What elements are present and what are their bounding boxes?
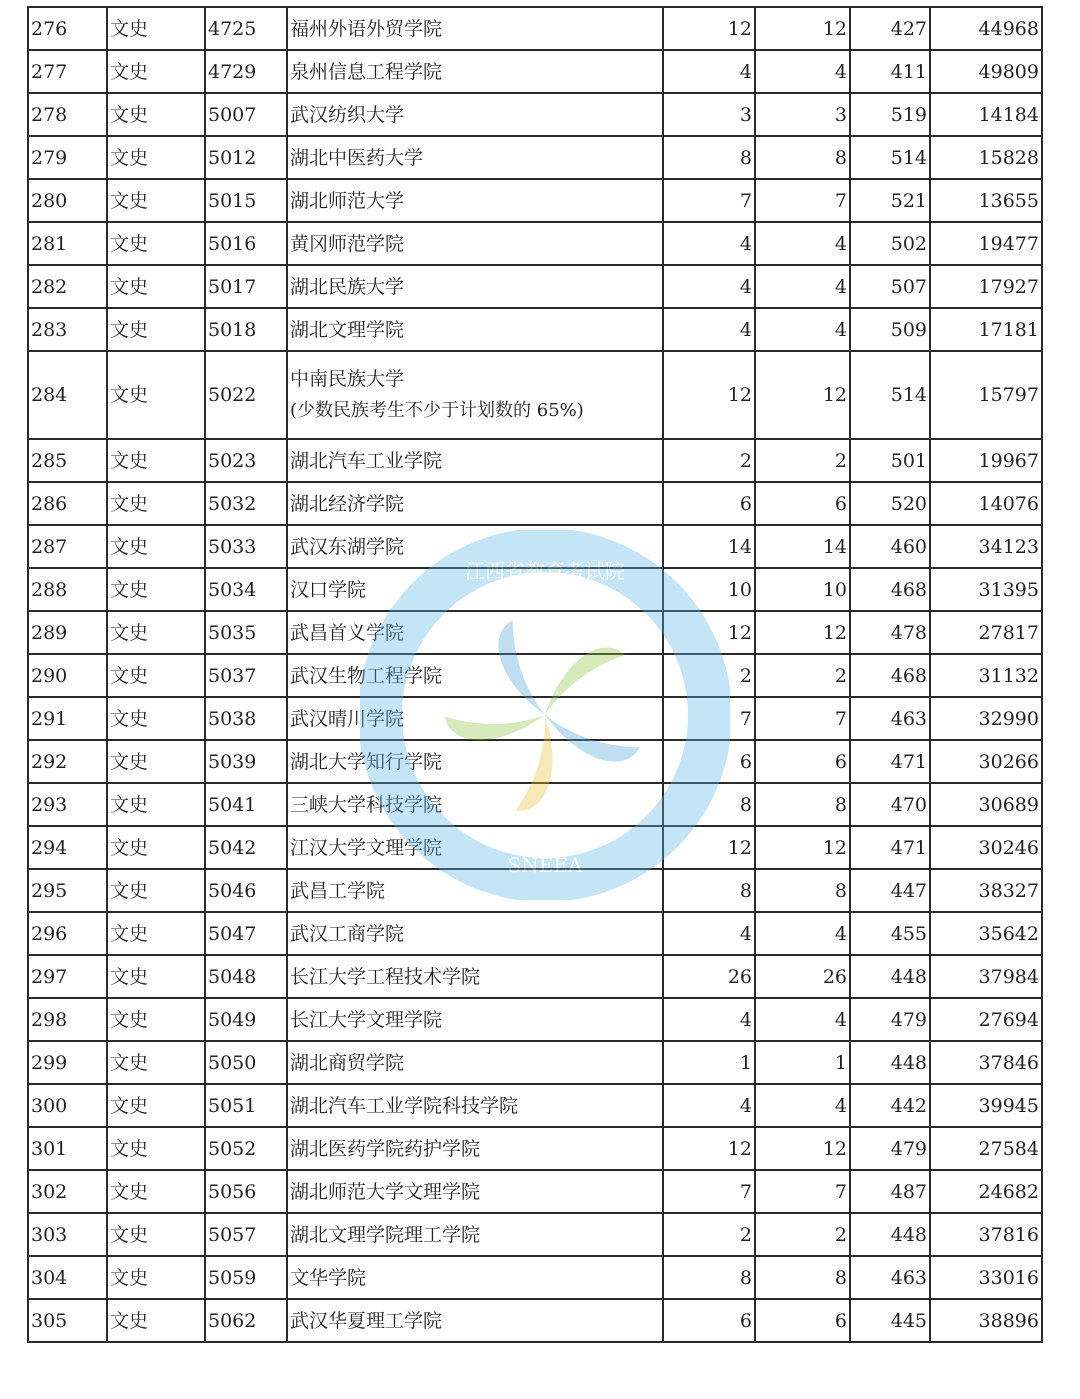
code-cell: 5015 — [205, 179, 287, 222]
code-cell: 5016 — [205, 222, 287, 265]
school-name-cell: 武汉纺织大学 — [287, 93, 663, 136]
admissions-sheet — [27, 6, 1041, 1343]
school-name-cell: 武昌工学院 — [287, 869, 663, 912]
seq-cell: 300 — [28, 1084, 107, 1127]
type-cell: 文史 — [107, 308, 205, 351]
school-name-cell: 黄冈师范学院 — [287, 222, 663, 265]
seq-cell: 289 — [28, 611, 107, 654]
min-rank-cell: 27694 — [930, 998, 1042, 1041]
min-score-cell: 509 — [850, 308, 930, 351]
watermark-abbr: SNEEA — [507, 853, 583, 877]
min-score-cell: 442 — [850, 1084, 930, 1127]
school-name-cell: 泉州信息工程学院 — [287, 50, 663, 93]
school-name-cell: 湖北医药学院药护学院 — [287, 1127, 663, 1170]
seq-cell: 279 — [28, 136, 107, 179]
type-cell: 文史 — [107, 955, 205, 998]
plan-count-cell: 4 — [663, 912, 755, 955]
code-cell: 5049 — [205, 998, 287, 1041]
code-cell: 5007 — [205, 93, 287, 136]
min-rank-cell: 27584 — [930, 1127, 1042, 1170]
type-cell: 文史 — [107, 1299, 205, 1342]
enrolled-count-cell: 7 — [755, 179, 850, 222]
plan-count-cell: 8 — [663, 136, 755, 179]
seq-cell: 302 — [28, 1170, 107, 1213]
school-name-cell: 湖北经济学院 — [287, 482, 663, 525]
min-rank-cell: 19477 — [930, 222, 1042, 265]
min-score-cell: 455 — [850, 912, 930, 955]
seq-cell: 301 — [28, 1127, 107, 1170]
enrolled-count-cell: 12 — [755, 1127, 850, 1170]
min-score-cell: 507 — [850, 265, 930, 308]
enrolled-count-cell: 7 — [755, 1170, 850, 1213]
table-row — [28, 740, 1042, 783]
type-cell: 文史 — [107, 740, 205, 783]
min-score-cell: 521 — [850, 179, 930, 222]
code-cell: 5034 — [205, 568, 287, 611]
type-cell: 文史 — [107, 654, 205, 697]
enrolled-count-cell: 6 — [755, 482, 850, 525]
min-rank-cell: 38896 — [930, 1299, 1042, 1342]
enrolled-count-cell: 4 — [755, 50, 850, 93]
enrolled-count-cell: 6 — [755, 740, 850, 783]
min-rank-cell: 34123 — [930, 525, 1042, 568]
enrolled-count-cell: 10 — [755, 568, 850, 611]
type-cell: 文史 — [107, 265, 205, 308]
enrolled-count-cell: 4 — [755, 308, 850, 351]
min-score-cell: 478 — [850, 611, 930, 654]
table-row — [28, 955, 1042, 998]
table-row — [28, 7, 1042, 50]
school-name-cell: 文华学院 — [287, 1256, 663, 1299]
min-score-cell: 448 — [850, 1213, 930, 1256]
school-name-cell: 武昌首义学院 — [287, 611, 663, 654]
table-row — [28, 351, 1042, 439]
table-row — [28, 93, 1042, 136]
enrolled-count-cell: 14 — [755, 525, 850, 568]
table-row — [28, 1213, 1042, 1256]
type-cell: 文史 — [107, 783, 205, 826]
seq-cell: 298 — [28, 998, 107, 1041]
enrolled-count-cell: 4 — [755, 265, 850, 308]
seq-cell: 288 — [28, 568, 107, 611]
code-cell: 5052 — [205, 1127, 287, 1170]
type-cell: 文史 — [107, 50, 205, 93]
seq-cell: 276 — [28, 7, 107, 50]
type-cell: 文史 — [107, 1127, 205, 1170]
min-score-cell: 448 — [850, 1041, 930, 1084]
type-cell: 文史 — [107, 136, 205, 179]
school-name-cell: 长江大学文理学院 — [287, 998, 663, 1041]
code-cell: 5022 — [205, 351, 287, 439]
seq-cell: 282 — [28, 265, 107, 308]
school-name-cell: 三峡大学科技学院 — [287, 783, 663, 826]
table-row — [28, 826, 1042, 869]
code-cell: 5047 — [205, 912, 287, 955]
code-cell: 5023 — [205, 439, 287, 482]
enrolled-count-cell: 2 — [755, 439, 850, 482]
table-row — [28, 783, 1042, 826]
min-score-cell: 502 — [850, 222, 930, 265]
table-row — [28, 697, 1042, 740]
code-cell: 5017 — [205, 265, 287, 308]
plan-count-cell: 3 — [663, 93, 755, 136]
plan-count-cell: 12 — [663, 611, 755, 654]
min-score-cell: 471 — [850, 740, 930, 783]
seq-cell: 286 — [28, 482, 107, 525]
type-cell: 文史 — [107, 179, 205, 222]
min-rank-cell: 33016 — [930, 1256, 1042, 1299]
seq-cell: 295 — [28, 869, 107, 912]
min-rank-cell: 38327 — [930, 869, 1042, 912]
plan-count-cell: 6 — [663, 1299, 755, 1342]
code-cell: 5012 — [205, 136, 287, 179]
watermark-org-text: 江西省教育考试院 — [465, 559, 625, 583]
code-cell: 5046 — [205, 869, 287, 912]
type-cell: 文史 — [107, 869, 205, 912]
table-row — [28, 998, 1042, 1041]
type-cell: 文史 — [107, 222, 205, 265]
code-cell: 5057 — [205, 1213, 287, 1256]
school-name-cell: 湖北大学知行学院 — [287, 740, 663, 783]
table-row — [28, 1170, 1042, 1213]
enrolled-count-cell: 12 — [755, 611, 850, 654]
code-cell: 5038 — [205, 697, 287, 740]
min-rank-cell: 13655 — [930, 179, 1042, 222]
min-score-cell: 445 — [850, 1299, 930, 1342]
plan-count-cell: 10 — [663, 568, 755, 611]
code-cell: 5056 — [205, 1170, 287, 1213]
enrolled-count-cell: 26 — [755, 955, 850, 998]
type-cell: 文史 — [107, 1256, 205, 1299]
school-name-cell: 湖北汽车工业学院科技学院 — [287, 1084, 663, 1127]
min-score-cell: 447 — [850, 869, 930, 912]
seq-cell: 299 — [28, 1041, 107, 1084]
min-rank-cell: 37816 — [930, 1213, 1042, 1256]
school-note: (少数民族考生不少于计划数的 65%) — [290, 400, 584, 421]
plan-count-cell: 6 — [663, 740, 755, 783]
school-name-cell: 湖北中医药大学 — [287, 136, 663, 179]
plan-count-cell: 4 — [663, 1084, 755, 1127]
school-name-cell: 长江大学工程技术学院 — [287, 955, 663, 998]
seq-cell: 283 — [28, 308, 107, 351]
min-score-cell: 411 — [850, 50, 930, 93]
type-cell: 文史 — [107, 568, 205, 611]
type-cell: 文史 — [107, 912, 205, 955]
type-cell: 文史 — [107, 1213, 205, 1256]
plan-count-cell: 12 — [663, 7, 755, 50]
table-row — [28, 1299, 1042, 1342]
plan-count-cell: 2 — [663, 439, 755, 482]
plan-count-cell: 12 — [663, 351, 755, 439]
min-rank-cell: 17927 — [930, 265, 1042, 308]
seq-cell: 304 — [28, 1256, 107, 1299]
type-cell: 文史 — [107, 525, 205, 568]
enrolled-count-cell: 4 — [755, 1084, 850, 1127]
table-row — [28, 568, 1042, 611]
type-cell: 文史 — [107, 351, 205, 439]
code-cell: 5062 — [205, 1299, 287, 1342]
table-row — [28, 525, 1042, 568]
school-name-cell: 湖北文理学院理工学院 — [287, 1213, 663, 1256]
school-name-cell: 湖北汽车工业学院 — [287, 439, 663, 482]
plan-count-cell: 8 — [663, 1256, 755, 1299]
type-cell: 文史 — [107, 439, 205, 482]
plan-count-cell: 4 — [663, 308, 755, 351]
plan-count-cell: 8 — [663, 783, 755, 826]
min-rank-cell: 14076 — [930, 482, 1042, 525]
table-row — [28, 654, 1042, 697]
table-row — [28, 136, 1042, 179]
min-rank-cell: 17181 — [930, 308, 1042, 351]
school-name-cell: 福州外语外贸学院 — [287, 7, 663, 50]
school-name-cell: 湖北民族大学 — [287, 265, 663, 308]
table-row — [28, 439, 1042, 482]
table-row — [28, 1256, 1042, 1299]
min-rank-cell: 31395 — [930, 568, 1042, 611]
seq-cell: 296 — [28, 912, 107, 955]
enrolled-count-cell: 1 — [755, 1041, 850, 1084]
seq-cell: 277 — [28, 50, 107, 93]
table-row — [28, 1127, 1042, 1170]
plan-count-cell: 7 — [663, 1170, 755, 1213]
plan-count-cell: 26 — [663, 955, 755, 998]
plan-count-cell: 12 — [663, 826, 755, 869]
plan-count-cell: 8 — [663, 869, 755, 912]
seq-cell: 284 — [28, 351, 107, 439]
code-cell: 5035 — [205, 611, 287, 654]
min-score-cell: 487 — [850, 1170, 930, 1213]
school-name-cell: 汉口学院 — [287, 568, 663, 611]
code-cell: 5037 — [205, 654, 287, 697]
plan-count-cell: 12 — [663, 1127, 755, 1170]
table-row — [28, 308, 1042, 351]
plan-count-cell: 14 — [663, 525, 755, 568]
min-rank-cell: 15797 — [930, 351, 1042, 439]
type-cell: 文史 — [107, 697, 205, 740]
plan-count-cell: 6 — [663, 482, 755, 525]
plan-count-cell: 4 — [663, 998, 755, 1041]
school-name-cell: 武汉工商学院 — [287, 912, 663, 955]
type-cell: 文史 — [107, 1041, 205, 1084]
min-score-cell: 514 — [850, 351, 930, 439]
seq-cell: 280 — [28, 179, 107, 222]
enrolled-count-cell: 12 — [755, 7, 850, 50]
table-row — [28, 1084, 1042, 1127]
plan-count-cell: 2 — [663, 654, 755, 697]
min-rank-cell: 35642 — [930, 912, 1042, 955]
enrolled-count-cell: 4 — [755, 998, 850, 1041]
table-body — [28, 7, 1042, 1342]
min-rank-cell: 49809 — [930, 50, 1042, 93]
table-row — [28, 912, 1042, 955]
seq-cell: 294 — [28, 826, 107, 869]
plan-count-cell: 1 — [663, 1041, 755, 1084]
admissions-table — [27, 6, 1043, 1343]
type-cell: 文史 — [107, 826, 205, 869]
min-rank-cell: 31132 — [930, 654, 1042, 697]
type-cell: 文史 — [107, 998, 205, 1041]
min-rank-cell: 30689 — [930, 783, 1042, 826]
min-score-cell: 479 — [850, 1127, 930, 1170]
code-cell: 5041 — [205, 783, 287, 826]
enrolled-count-cell: 8 — [755, 783, 850, 826]
min-rank-cell: 27817 — [930, 611, 1042, 654]
code-cell: 5033 — [205, 525, 287, 568]
min-score-cell: 514 — [850, 136, 930, 179]
code-cell: 5059 — [205, 1256, 287, 1299]
enrolled-count-cell: 4 — [755, 222, 850, 265]
min-rank-cell: 14184 — [930, 93, 1042, 136]
plan-count-cell: 4 — [663, 265, 755, 308]
code-cell: 5032 — [205, 482, 287, 525]
min-rank-cell: 37846 — [930, 1041, 1042, 1084]
enrolled-count-cell: 12 — [755, 826, 850, 869]
seq-cell: 285 — [28, 439, 107, 482]
min-score-cell: 448 — [850, 955, 930, 998]
table-row — [28, 222, 1042, 265]
school-name-cell — [287, 351, 663, 439]
seq-cell: 303 — [28, 1213, 107, 1256]
min-rank-cell: 39945 — [930, 1084, 1042, 1127]
plan-count-cell: 7 — [663, 697, 755, 740]
table-row — [28, 1041, 1042, 1084]
min-rank-cell: 32990 — [930, 697, 1042, 740]
min-rank-cell: 19967 — [930, 439, 1042, 482]
enrolled-count-cell: 8 — [755, 1256, 850, 1299]
seq-cell: 305 — [28, 1299, 107, 1342]
seq-cell: 292 — [28, 740, 107, 783]
school-name-cell: 湖北文理学院 — [287, 308, 663, 351]
school-name-cell: 湖北商贸学院 — [287, 1041, 663, 1084]
seq-cell: 291 — [28, 697, 107, 740]
seq-cell: 287 — [28, 525, 107, 568]
min-score-cell: 468 — [850, 654, 930, 697]
school-name: 中南民族大学 — [290, 368, 405, 390]
min-rank-cell: 15828 — [930, 136, 1042, 179]
seq-cell: 281 — [28, 222, 107, 265]
table-row — [28, 50, 1042, 93]
school-name-cell: 武汉生物工程学院 — [287, 654, 663, 697]
enrolled-count-cell: 2 — [755, 654, 850, 697]
type-cell: 文史 — [107, 611, 205, 654]
seq-cell: 278 — [28, 93, 107, 136]
plan-count-cell: 2 — [663, 1213, 755, 1256]
min-score-cell: 463 — [850, 697, 930, 740]
min-score-cell: 479 — [850, 998, 930, 1041]
code-cell: 5018 — [205, 308, 287, 351]
seq-cell: 290 — [28, 654, 107, 697]
enrolled-count-cell: 8 — [755, 869, 850, 912]
table-row — [28, 611, 1042, 654]
school-name-cell: 湖北师范大学文理学院 — [287, 1170, 663, 1213]
table-row — [28, 179, 1042, 222]
min-score-cell: 470 — [850, 783, 930, 826]
min-rank-cell: 30246 — [930, 826, 1042, 869]
plan-count-cell: 4 — [663, 50, 755, 93]
enrolled-count-cell: 3 — [755, 93, 850, 136]
school-name-cell: 武汉晴川学院 — [287, 697, 663, 740]
enrolled-count-cell: 7 — [755, 697, 850, 740]
enrolled-count-cell: 2 — [755, 1213, 850, 1256]
type-cell: 文史 — [107, 7, 205, 50]
min-rank-cell: 37984 — [930, 955, 1042, 998]
plan-count-cell: 4 — [663, 222, 755, 265]
enrolled-count-cell: 6 — [755, 1299, 850, 1342]
min-rank-cell: 24682 — [930, 1170, 1042, 1213]
min-rank-cell: 30266 — [930, 740, 1042, 783]
min-score-cell: 501 — [850, 439, 930, 482]
type-cell: 文史 — [107, 93, 205, 136]
table-row — [28, 869, 1042, 912]
code-cell: 5039 — [205, 740, 287, 783]
type-cell: 文史 — [107, 1170, 205, 1213]
min-score-cell: 520 — [850, 482, 930, 525]
min-score-cell: 427 — [850, 7, 930, 50]
code-cell: 5050 — [205, 1041, 287, 1084]
plan-count-cell: 7 — [663, 179, 755, 222]
code-cell: 4729 — [205, 50, 287, 93]
school-name-cell: 湖北师范大学 — [287, 179, 663, 222]
code-cell: 5042 — [205, 826, 287, 869]
school-name-cell: 武汉华夏理工学院 — [287, 1299, 663, 1342]
seq-cell: 293 — [28, 783, 107, 826]
school-name-cell: 武汉东湖学院 — [287, 525, 663, 568]
enrolled-count-cell: 8 — [755, 136, 850, 179]
min-score-cell: 460 — [850, 525, 930, 568]
enrolled-count-cell: 12 — [755, 351, 850, 439]
min-score-cell: 471 — [850, 826, 930, 869]
seq-cell: 297 — [28, 955, 107, 998]
min-score-cell: 519 — [850, 93, 930, 136]
table-row — [28, 265, 1042, 308]
type-cell: 文史 — [107, 1084, 205, 1127]
type-cell: 文史 — [107, 482, 205, 525]
min-score-cell: 468 — [850, 568, 930, 611]
table-row — [28, 482, 1042, 525]
school-name-cell: 江汉大学文理学院 — [287, 826, 663, 869]
min-rank-cell: 44968 — [930, 7, 1042, 50]
code-cell: 5051 — [205, 1084, 287, 1127]
enrolled-count-cell: 4 — [755, 912, 850, 955]
min-score-cell: 463 — [850, 1256, 930, 1299]
code-cell: 5048 — [205, 955, 287, 998]
code-cell: 4725 — [205, 7, 287, 50]
